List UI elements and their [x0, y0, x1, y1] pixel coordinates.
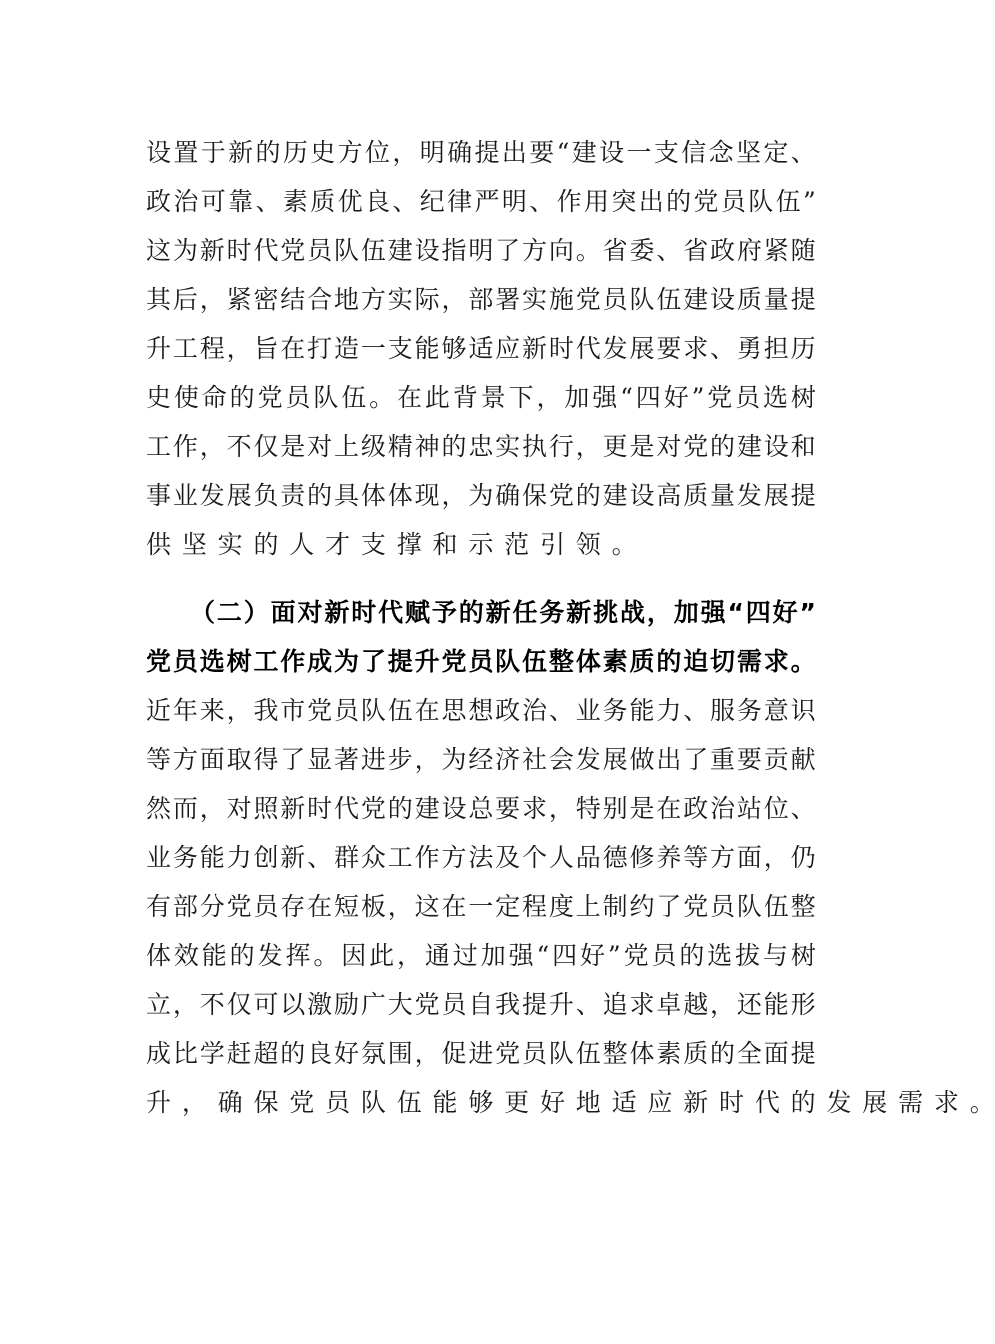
paragraph-line: 事 业 发 展 负 责 的 具 体 体 现 ， 为 确 保 党 的 建 设 高 质 量 发 展 提 — [146, 481, 816, 510]
paragraph-line: 设 置 于 新 的 历 史 方 位 ， 明 确 提 出 要 “ 建 设 一 支 信 念 坚 定 、 — [146, 138, 816, 167]
paragraph-line: 近 年 来 ， 我 市 党 员 队 伍 在 思 想 政 治 、 业 务 能 力 、 服 务 意 识 — [146, 696, 816, 725]
paragraph-line: 升 工 程 ， 旨 在 打 造 一 支 能 够 适 应 新 时 代 发 展 要 求 、 勇 担 历 — [146, 334, 816, 363]
paragraph-line: 成 比 学 赶 超 的 良 好 氛 围 ， 促 进 党 员 队 伍 整 体 素 质 的 全 面 提 — [146, 1039, 816, 1068]
paragraph-line: 立 ， 不 仅 可 以 激 励 广 大 党 员 自 我 提 升 、 追 求 卓 越 ， 还 能 形 — [146, 990, 816, 1019]
paragraph-line: 体 效 能 的 发 挥 。 因 此 ， 通 过 加 强 “ 四 好 ” 党 员 的 选 拔 与 树 — [146, 941, 816, 970]
paragraph-line: 其 后 ， 紧 密 结 合 地 方 实 际 ， 部 署 实 施 党 员 队 伍 建 设 质 量 提 — [146, 285, 816, 314]
paragraph-line: 升 ， 确 保 党 员 队 伍 能 够 更 好 地 适 应 新 时 代 的 发 展 需 求 。 — [146, 1088, 995, 1117]
section-2 — [146, 588, 995, 1127]
section-heading-line: 党 员 选 树 工 作 成 为 了 提 升 党 员 队 伍 整 体 素 质 的 迫 切 需 求 。 — [146, 647, 816, 676]
section-heading-line: （ 二 ） 面 对 新 时 代 赋 予 的 新 任 务 新 挑 战 ， 加 强 “ 四 好 ” — [190, 598, 816, 627]
paragraph-line: 等 方 面 取 得 了 显 著 进 步 ， 为 经 济 社 会 发 展 做 出 了 重 要 贡 献 — [146, 745, 816, 774]
paragraph-line: 这 为 新 时 代 党 员 队 伍 建 设 指 明 了 方 向 。 省 委 、 省 政 府 紧 随 — [146, 236, 816, 265]
paragraph-1 — [146, 128, 816, 569]
paragraph-line: 供 坚 实 的 人 才 支 撑 和 示 范 引 领 。 — [146, 530, 637, 559]
paragraph-line: 然 而 ， 对 照 新 时 代 党 的 建 设 总 要 求 ， 特 别 是 在 政 治 站 位 、 — [146, 794, 816, 823]
paragraph-line: 政 治 可 靠 、 素 质 优 良 、 纪 律 严 明 、 作 用 突 出 的 党 员 队 伍 ” — [146, 187, 816, 216]
paragraph-line: 史 使 命 的 党 员 队 伍 。 在 此 背 景 下 ， 加 强 “ 四 好 ” 党 员 选 树 — [146, 383, 816, 412]
paragraph-line: 业 务 能 力 创 新 、 群 众 工 作 方 法 及 个 人 品 德 修 养 等 方 面 ， 仍 — [146, 843, 816, 872]
paragraph-line: 工 作 ， 不 仅 是 对 上 级 精 神 的 忠 实 执 行 ， 更 是 对 党 的 建 设 和 — [146, 432, 816, 461]
paragraph-line: 有 部 分 党 员 存 在 短 板 ， 这 在 一 定 程 度 上 制 约 了 党 员 队 伍 整 — [146, 892, 816, 921]
